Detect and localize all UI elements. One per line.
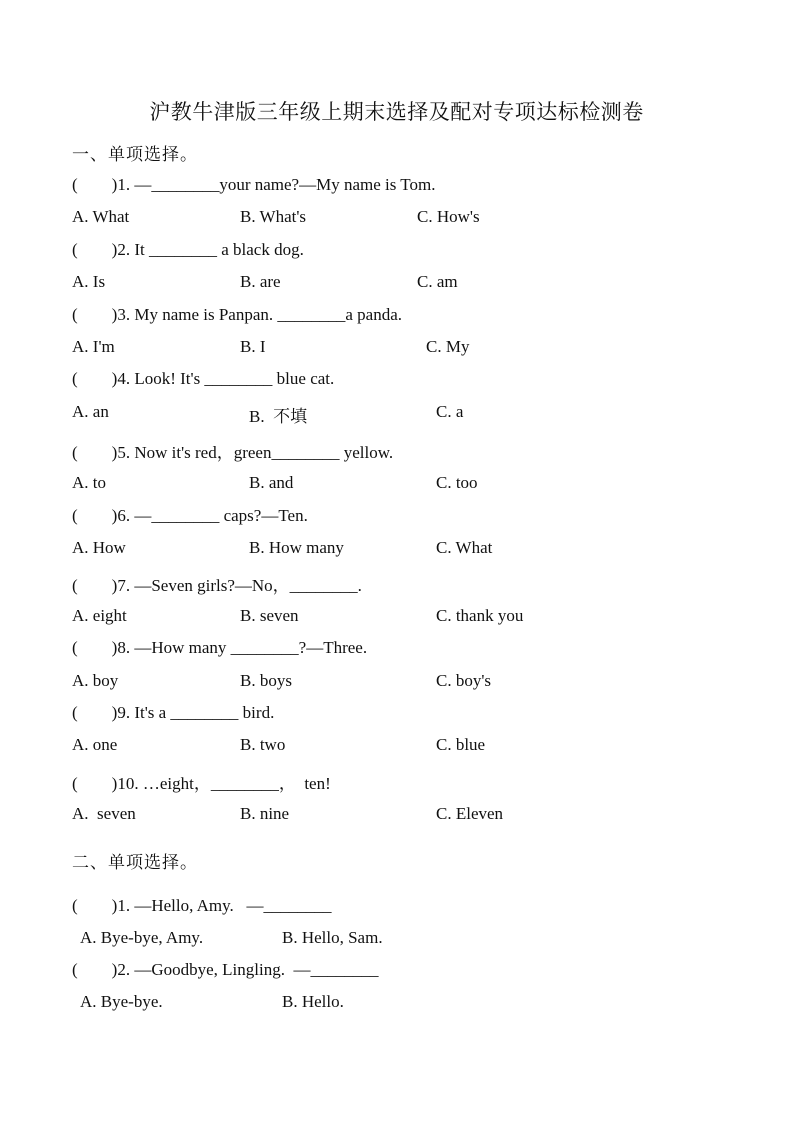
- option-1-9-b: B. two: [240, 735, 286, 754]
- option-1-5-b: B. and: [249, 473, 294, 492]
- option-1-1-a: A. What: [72, 207, 130, 226]
- option-1-3-c: C. My: [426, 337, 470, 356]
- question-stem-1-6: ( )6. —________ caps?—Ten.: [72, 506, 308, 525]
- option-1-1-c: C. How's: [417, 207, 480, 226]
- option-1-8-a: A. boy: [72, 671, 119, 690]
- section-heading-1: 一、单项选择。: [72, 145, 198, 164]
- option-1-7-a: A. eight: [72, 606, 127, 625]
- option-1-4-a: A. an: [72, 402, 109, 421]
- option-1-6-c: C. What: [436, 538, 493, 557]
- option-1-5-a: A. to: [72, 473, 106, 492]
- option-2-1-a: A. Bye-bye, Amy.: [80, 928, 204, 947]
- option-1-3-a: A. I'm: [72, 337, 115, 356]
- option-1-2-b: B. are: [240, 272, 281, 291]
- option-1-7-b: B. seven: [240, 606, 299, 625]
- option-1-6-b: B. How many: [249, 538, 344, 557]
- option-1-1-b: B. What's: [240, 207, 307, 226]
- question-stem-1-10: ( )10. …eight，________， ten!: [72, 774, 331, 793]
- question-stem-1-4: ( )4. Look! It's ________ blue cat.: [72, 369, 335, 388]
- option-1-10-a: A. seven: [72, 804, 136, 823]
- option-1-3-b: B. I: [240, 337, 266, 356]
- option-1-7-c: C. thank you: [436, 606, 524, 625]
- question-stem-1-8: ( )8. —How many ________?—Three.: [72, 638, 368, 657]
- question-stem-1-9: ( )9. It's a ________ bird.: [72, 703, 275, 722]
- option-1-6-a: A. How: [72, 538, 126, 557]
- option-1-5-c: C. too: [436, 473, 478, 492]
- option-2-2-a: A. Bye-bye.: [80, 992, 163, 1011]
- option-1-8-b: B. boys: [240, 671, 292, 690]
- question-stem-1-7: ( )7. —Seven girls?—No，________.: [72, 576, 362, 595]
- option-2-1-b: B. Hello, Sam.: [282, 928, 383, 947]
- option-1-10-c: C. Eleven: [436, 804, 504, 823]
- option-1-2-c: C. am: [417, 272, 458, 291]
- section-heading-2: 二、单项选择。: [72, 853, 198, 872]
- option-2-2-b: B. Hello.: [282, 992, 344, 1011]
- option-1-2-a: A. Is: [72, 272, 106, 291]
- question-stem-1-5: ( )5. Now it's red，green________ yellow.: [72, 443, 394, 462]
- question-stem-1-1: ( )1. —________your name?—My name is Tom.: [72, 175, 436, 194]
- option-1-4-c: C. a: [436, 402, 464, 421]
- option-1-8-c: C. boy's: [436, 671, 492, 690]
- question-stem-2-1: ( )1. —Hello, Amy. —________: [72, 896, 332, 915]
- question-stem-1-3: ( )3. My name is Panpan. ________a panda.: [72, 305, 403, 324]
- option-1-9-c: C. blue: [436, 735, 486, 754]
- option-1-10-b: B. nine: [240, 804, 290, 823]
- option-1-9-a: A. one: [72, 735, 118, 754]
- question-stem-2-2: ( )2. —Goodbye, Lingling. —________: [72, 960, 379, 979]
- option-1-4-b: B. 不填: [249, 407, 308, 426]
- page-title: 沪教牛津版三年级上期末选择及配对专项达标检测卷: [149, 100, 644, 124]
- question-stem-1-2: ( )2. It ________ a black dog.: [72, 240, 304, 259]
